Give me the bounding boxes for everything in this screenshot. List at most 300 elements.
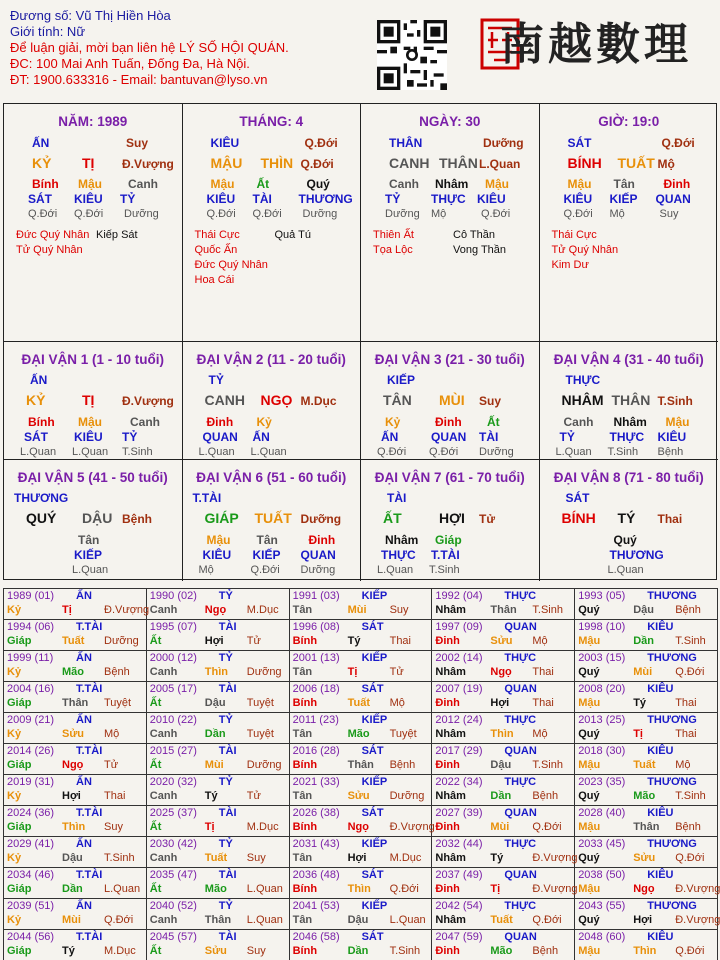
stem: Ất (149, 635, 162, 647)
life-stage: Đ.Vượng (122, 394, 174, 408)
life-stage: L.Quan (246, 883, 283, 895)
stem: Đinh (435, 697, 460, 709)
life-stage: Suy (246, 945, 266, 957)
annual-row (4, 744, 718, 775)
hidden-stage: Dưỡng (300, 564, 336, 576)
ten-god: TÀI (387, 491, 407, 505)
star: Thái Cực (551, 229, 597, 241)
ten-god: KIẾP (361, 652, 388, 664)
ten-god: THƯƠNG (647, 900, 697, 912)
pillar-4 (540, 104, 719, 342)
hidden-god: T.TÀI (431, 548, 460, 562)
branch: Hợi (633, 914, 653, 926)
hidden-stage: Q.Đới (206, 208, 236, 220)
ten-god: SÁT (565, 491, 590, 505)
annual-cell (4, 651, 147, 682)
stem: Mậu (578, 883, 601, 895)
earth-branch: DẬU (82, 510, 113, 526)
stem: Giáp (7, 635, 32, 647)
year-label: 2030 (42) (149, 838, 197, 850)
ten-god: QUAN (504, 869, 537, 881)
life-stage: Đ.Vượng (122, 157, 174, 171)
earth-branch: TUẤT (254, 510, 292, 526)
annual-cell (146, 775, 289, 806)
life-stage: Q.Đới (304, 136, 338, 150)
pillar-title: THÁNG: 4 (239, 114, 304, 129)
year-label: 2040 (52) (149, 900, 197, 912)
ten-god: KIẾP (361, 900, 388, 912)
hidden-stem: Mậu (206, 533, 231, 547)
annual-cell (4, 899, 147, 930)
ten-god: TỶ (218, 652, 233, 664)
hidden-stem: Mậu (78, 415, 102, 429)
life-stage: Đ.Vượng (532, 852, 578, 864)
hidden-stage: Mộ (198, 564, 214, 576)
gender: Giới tính: Nữ (10, 24, 86, 39)
hidden-stage: L.Quan (198, 446, 235, 458)
annual-cell (146, 744, 289, 775)
annual-cell (146, 651, 289, 682)
earth-branch: HỢI (439, 510, 465, 526)
annual-cell (575, 899, 718, 930)
ten-god: KIÊU (647, 931, 674, 943)
annual-row (4, 775, 718, 806)
annual-cell (432, 713, 575, 744)
branch: Thìn (490, 728, 514, 740)
branch: Tý (490, 852, 504, 864)
annual-cell (4, 682, 147, 713)
year-label: 2028 (40) (578, 807, 626, 819)
year-label: 1990 (02) (149, 590, 197, 602)
annual-cell (575, 806, 718, 837)
branch: Thân (633, 821, 660, 833)
ten-god: ẤN (32, 136, 50, 150)
hidden-stem: Bính (32, 177, 59, 191)
year-label: 2034 (46) (7, 869, 55, 881)
year-label: 2044 (56) (7, 931, 55, 943)
hidden-stem: Quý (613, 533, 637, 547)
branch: Thìn (62, 821, 86, 833)
annual-row (4, 713, 718, 744)
branch: Ngọ (62, 759, 84, 771)
stem: Canh (149, 914, 178, 926)
branch: Mão (347, 728, 370, 740)
hidden-stage: Q.Đới (28, 208, 58, 220)
life-stage: T.Sinh (532, 759, 563, 771)
branch: Sửu (633, 852, 656, 864)
life-stage: M.Dục (246, 604, 279, 616)
life-stage: Dưỡng (246, 759, 282, 771)
year-label: 2039 (51) (7, 900, 55, 912)
annual-cell (289, 868, 432, 899)
heaven-stem: KỶ (26, 392, 46, 408)
stem: Quý (578, 852, 600, 864)
annual-cell (432, 899, 575, 930)
pillar-title: NĂM: 1989 (58, 114, 128, 129)
life-stage: Đ.Vượng (675, 883, 720, 895)
stem: Kỷ (7, 604, 22, 616)
annual-cell (4, 868, 147, 899)
stem: Tân (292, 852, 313, 864)
annual-cell (575, 837, 718, 868)
year-label: 2015 (27) (149, 745, 197, 757)
ten-god: KIẾP (361, 714, 388, 726)
dai-van-1 (4, 342, 183, 460)
ten-god: THƯƠNG (647, 714, 697, 726)
heaven-stem: CANH (204, 392, 245, 408)
hidden-god: KIẾP (74, 548, 103, 562)
hidden-god: ẤN (381, 430, 399, 444)
annual-cell (575, 589, 718, 620)
hidden-stage: L.Quan (377, 564, 414, 576)
ten-god: THỰC (565, 373, 601, 387)
ten-god: THỰC (504, 900, 537, 912)
life-stage: Đ.Vượng (389, 821, 435, 833)
earth-branch: THÌN (260, 155, 294, 171)
heaven-stem: TÂN (383, 392, 412, 408)
branch: Tị (204, 821, 215, 833)
star: Hoa Cái (194, 274, 235, 286)
stem: Đinh (435, 821, 460, 833)
hidden-stage: L.Quan (555, 446, 592, 458)
earth-branch: MÙI (439, 392, 465, 408)
annual-cell (289, 744, 432, 775)
branch: Tý (347, 635, 361, 647)
year-label: 2021 (33) (292, 776, 340, 788)
branch: Thân (62, 697, 89, 709)
hidden-god: KIẾP (609, 192, 638, 206)
year-label: 2025 (37) (149, 807, 197, 819)
branch: Tý (204, 790, 218, 802)
stem: Bính (292, 759, 318, 771)
ten-god: QUAN (504, 621, 537, 633)
year-label: 2001 (13) (292, 652, 340, 664)
year-label: 2017 (29) (435, 745, 483, 757)
stem: Canh (149, 852, 178, 864)
ten-god: SÁT (361, 931, 384, 943)
annual-row (4, 806, 718, 837)
heaven-stem: ẤT (383, 510, 402, 526)
stem: Nhâm (435, 728, 466, 740)
hidden-stem: Tân (256, 533, 278, 547)
branch: Hợi (490, 697, 510, 709)
hidden-god: TÀI (479, 430, 499, 444)
life-stage: Q.Đới (675, 852, 705, 864)
branch: Tị (633, 728, 643, 740)
year-label: 1992 (04) (435, 590, 483, 602)
stem: Mậu (578, 697, 601, 709)
life-stage: Q.Đới (675, 945, 705, 957)
hidden-god: ẤN (252, 430, 270, 444)
life-stage: Dưỡng (389, 790, 425, 802)
annual-cell (575, 744, 718, 775)
life-stage: Dưỡng (483, 136, 524, 150)
hidden-stem: Tân (78, 533, 100, 547)
ten-god: SÁT (361, 683, 384, 695)
life-stage: Tuyệt (389, 728, 417, 740)
year-label: 2000 (12) (149, 652, 197, 664)
life-stage: Tử (389, 666, 404, 678)
hidden-stem: Đinh (308, 533, 336, 547)
hidden-god: TÀI (252, 192, 272, 206)
branch: Mão (633, 790, 656, 802)
hidden-stem: Ất (256, 177, 270, 191)
stem: Ất (149, 759, 162, 771)
annual-row (4, 868, 718, 899)
life-stage: Tử (246, 790, 261, 802)
hidden-stem: Canh (130, 415, 160, 429)
annual-cell (575, 620, 718, 651)
annual-cell (4, 620, 147, 651)
branch: Dần (204, 728, 226, 740)
ten-god: TỶ (218, 590, 233, 602)
hidden-stage: Mộ (431, 208, 447, 220)
annual-cell (146, 682, 289, 713)
hidden-god: KIÊU (206, 192, 236, 206)
life-stage: Đ.Vượng (104, 604, 150, 616)
life-stage: M.Dục (300, 394, 337, 408)
annual-cell (289, 713, 432, 744)
year-label: 2022 (34) (435, 776, 483, 788)
annual-cell (432, 868, 578, 899)
annual-cell (289, 620, 432, 651)
stem: Mậu (578, 635, 601, 647)
stem: Quý (578, 728, 600, 740)
stem: Kỷ (7, 728, 22, 740)
ten-god: TÀI (218, 745, 237, 757)
life-stage: Suy (389, 604, 409, 616)
year-label: 1995 (07) (149, 621, 197, 633)
year-label: 2046 (58) (292, 931, 340, 943)
hidden-stem: Mậu (210, 177, 235, 191)
branch: Tuất (62, 635, 85, 647)
stem: Kỷ (7, 852, 22, 864)
hidden-god: THƯƠNG (609, 548, 664, 562)
stem: Canh (149, 604, 178, 616)
life-stage: Đ.Vượng (532, 883, 578, 895)
annual-cell (146, 837, 289, 868)
life-stage: T.Sinh (657, 394, 693, 408)
ten-god: THỰC (504, 714, 537, 726)
ten-god: ẤN (30, 373, 48, 387)
annual-cell (289, 682, 432, 713)
hidden-stem: Giáp (435, 533, 462, 547)
ten-god: T.TÀI (76, 683, 103, 695)
year-label: 1996 (08) (292, 621, 340, 633)
branch: Tuất (204, 852, 228, 864)
branch: Ngọ (204, 604, 227, 616)
life-stage: Bệnh (532, 790, 559, 802)
hidden-god: KIÊU (74, 192, 103, 206)
annual-cell (289, 775, 432, 806)
stem: Giáp (7, 821, 32, 833)
annual-cell (4, 775, 147, 806)
star: Tử Quý Nhân (16, 244, 83, 256)
hidden-god: THỰC (381, 548, 416, 562)
stem: Đinh (435, 759, 460, 771)
dai-van-3 (361, 342, 540, 460)
annual-cell (432, 775, 575, 806)
hidden-stage: L.Quan (72, 564, 109, 576)
dai-van-title: ĐẠI VẬN 4 (31 - 40 tuổi) (553, 352, 704, 367)
contact-line: Để luận giải, mời bạn liên hệ LÝ SỐ HỘI QUÁN. (10, 40, 289, 55)
ten-god: ẤN (76, 838, 92, 850)
annual-cell (432, 837, 578, 868)
hidden-god: THƯƠNG (298, 192, 353, 206)
branch: Mão (62, 666, 84, 678)
ten-god: KIẾP (361, 838, 388, 850)
life-stage: Thai (104, 790, 126, 802)
life-stage: Bệnh (104, 666, 130, 678)
annual-cell (4, 837, 147, 868)
annual-cell (4, 589, 150, 620)
ten-god: T.TÀI (76, 931, 103, 943)
year-label: 2009 (21) (7, 714, 55, 726)
branch: Mão (490, 945, 513, 957)
hidden-stem: Nhâm (435, 177, 469, 191)
stem: Nhâm (435, 666, 466, 678)
hidden-god: QUAN (202, 430, 238, 444)
ten-god: T.TÀI (76, 807, 103, 819)
owner-name: Đương số: Vũ Thị Hiền Hòa (10, 8, 171, 23)
year-label: 2035 (47) (149, 869, 197, 881)
life-stage: Mộ (532, 635, 548, 647)
branch: Hợi (347, 852, 367, 864)
annual-cell (146, 930, 289, 960)
life-stage: Suy (126, 136, 149, 150)
hidden-stem: Mậu (485, 177, 509, 191)
stem: Tân (292, 728, 313, 740)
year-label: 2047 (59) (435, 931, 483, 943)
ten-god: TỶ (218, 714, 233, 726)
year-label: 2006 (18) (292, 683, 340, 695)
branch: Ngọ (490, 666, 512, 678)
chart-grid (3, 103, 717, 580)
annual-cell (289, 930, 432, 960)
dai-van-title: ĐẠI VẬN 1 (1 - 10 tuổi) (21, 352, 164, 367)
ten-god: TỶ (218, 776, 233, 788)
ten-god: THỰC (504, 838, 537, 850)
hidden-stem: Nhâm (613, 415, 647, 429)
dai-van-title: ĐẠI VẬN 3 (21 - 30 tuổi) (374, 352, 525, 367)
annual-cell (575, 775, 718, 806)
ten-god: QUAN (504, 807, 537, 819)
branch: Dần (347, 945, 369, 957)
hidden-stem: Đinh (435, 415, 462, 429)
year-label: 2019 (31) (7, 776, 55, 788)
life-stage: T.Sinh (389, 945, 421, 957)
hidden-stage: T.Sinh (607, 446, 639, 458)
heaven-stem: BÍNH (567, 155, 602, 171)
annual-cell (432, 589, 575, 620)
hidden-stem: Canh (389, 177, 419, 191)
life-stage: Q.Đới (104, 914, 134, 926)
star: Vong Thần (453, 244, 507, 256)
ten-god: QUAN (504, 745, 537, 757)
star: Đức Quý Nhân (16, 229, 90, 241)
hidden-god: THỰC (609, 430, 645, 444)
ten-god: KIÊU (647, 807, 674, 819)
year-label: 2004 (16) (7, 683, 55, 695)
heaven-stem: QUÝ (26, 510, 57, 526)
branch: Tị (347, 666, 358, 678)
annual-cell (575, 713, 718, 744)
branch: Ngọ (633, 883, 655, 895)
life-stage: Q.Đới (532, 821, 562, 833)
year-label: 2002 (14) (435, 652, 483, 664)
hidden-god: QUAN (300, 548, 336, 562)
stem: Nhâm (435, 604, 466, 616)
earth-branch: TÝ (617, 510, 636, 526)
phone-email: ĐT: 1900.633316 - Email: bantuvan@lyso.vn (10, 72, 268, 87)
hidden-stem: Ất (487, 415, 500, 429)
hidden-god: SÁT (28, 192, 52, 206)
life-stage: Q.Đới (300, 157, 334, 171)
ten-god: TỶ (208, 373, 224, 387)
stem: Bính (292, 883, 318, 895)
ten-god: THƯƠNG (14, 491, 69, 505)
stem: Mậu (578, 759, 601, 771)
life-stage: Tuyệt (246, 697, 274, 709)
hidden-god: KIÊU (74, 430, 103, 444)
life-stage: Tử (479, 512, 496, 526)
life-stage: Mộ (657, 157, 675, 171)
annual-cell (575, 930, 718, 960)
life-stage: Bệnh (675, 821, 701, 833)
stem: Tân (292, 604, 313, 616)
dai-van-title: ĐẠI VẬN 5 (41 - 50 tuổi) (17, 470, 168, 485)
hidden-stem: Đinh (206, 415, 234, 429)
branch: Thân (490, 604, 517, 616)
ten-god: KIẾP (387, 373, 416, 387)
year-label: 1991 (03) (292, 590, 340, 602)
star: Thiên Ất (373, 229, 414, 241)
branch: Thìn (347, 883, 371, 895)
annual-cell (4, 806, 147, 837)
ten-god: T.TÀI (76, 745, 103, 757)
hidden-god: KIÊU (657, 430, 687, 444)
star: Kim Dư (551, 259, 589, 271)
earth-branch: THÂN (611, 392, 651, 408)
ten-god: THỰC (504, 590, 537, 602)
earth-branch: TUẤT (617, 155, 655, 171)
branch: Dậu (633, 604, 654, 616)
branch: Dậu (490, 759, 512, 771)
pillar-1 (4, 104, 183, 342)
year-label: 2014 (26) (7, 745, 55, 757)
life-stage: Thai (675, 697, 697, 709)
year-label: 2038 (50) (578, 869, 626, 881)
branch: Tuất (633, 759, 656, 771)
hidden-god: QUAN (431, 430, 467, 444)
year-label: 1993 (05) (578, 590, 626, 602)
stem: Kỷ (7, 914, 22, 926)
hidden-god: KIÊU (202, 548, 232, 562)
life-stage: Thai (532, 697, 554, 709)
annual-row (4, 651, 718, 682)
ten-god: KIÊU (210, 136, 240, 150)
annual-cell (146, 899, 289, 930)
branch: Mùi (347, 604, 367, 616)
annual-cell (575, 682, 718, 713)
qr-code[interactable] (377, 20, 447, 90)
ten-god: TÀI (218, 807, 237, 819)
hidden-stage: Q.Đới (252, 208, 282, 220)
life-stage: Suy (479, 394, 502, 408)
hidden-stem: Bính (28, 415, 55, 429)
year-label: 2045 (57) (149, 931, 197, 943)
hidden-stage: Q.Đới (563, 208, 593, 220)
